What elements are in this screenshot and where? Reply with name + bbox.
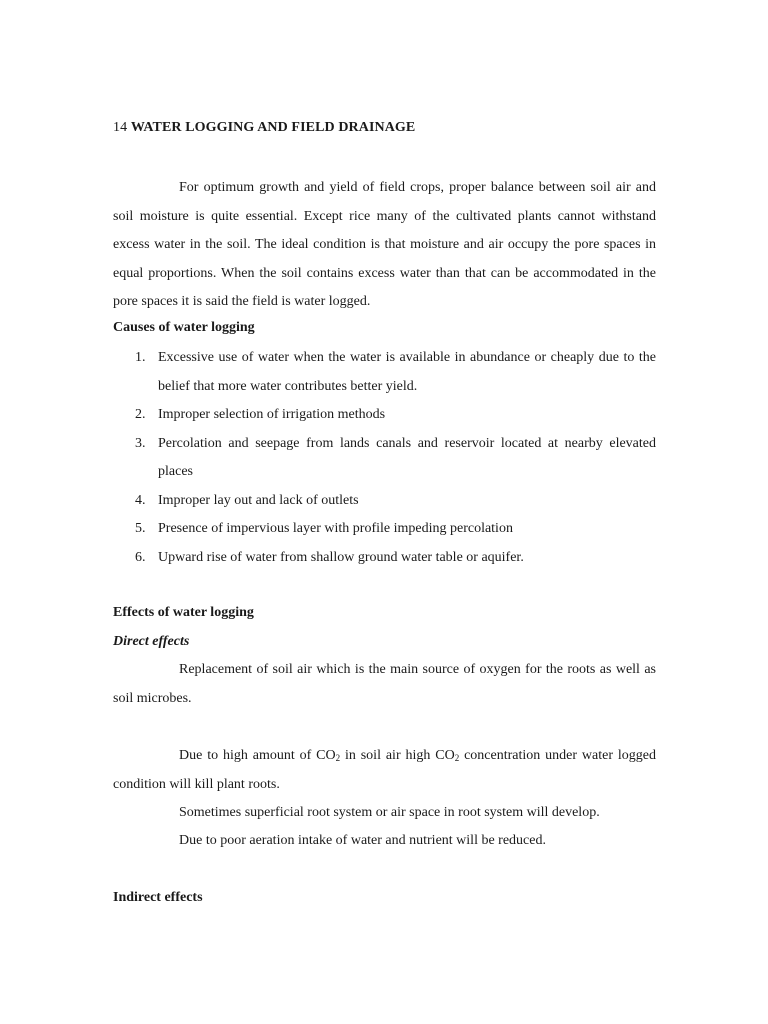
causes-heading: Causes of water logging [113, 320, 255, 335]
list-item-text: Presence of impervious layer with profile impeding percolation [158, 521, 513, 536]
direct-effects-paragraph-2 [113, 742, 656, 799]
causes-list [113, 344, 656, 572]
list-item-number: 1. [135, 350, 146, 365]
direct-effects-paragraph-1: Replacement of soil air which is the main source of oxygen for the roots as well as soil microbes. [113, 662, 656, 706]
list-item [113, 544, 656, 573]
co2-subscript-2: 2 [454, 753, 460, 763]
list-item [113, 487, 656, 516]
list-item-number: 2. [135, 407, 146, 422]
co2-text-c: concentration under water logged condition will kill plant roots. [113, 748, 656, 792]
title-text: WATER LOGGING AND FIELD DRAINAGE [130, 120, 416, 135]
list-item [113, 430, 656, 487]
direct-effects-line-3: Sometimes superficial root system or air space in root system will develop. [179, 805, 600, 820]
list-item-text: Improper selection of irrigation methods [158, 407, 386, 422]
co2-text-a: Due to high amount of CO [179, 748, 336, 763]
list-item-text: Percolation and seepage from lands canals and reservoir located at nearby elevated places [158, 435, 656, 479]
intro-paragraph: For optimum growth and yield of field crops, proper balance between soil air and soil moisture is quite essential. Except rice many of the cultivated plants cannot withstand excess water in the soil. The ideal condition is that moisture and air occupy the pore spaces in equal proportions. When the soil contains excess water than that can be accommodated in the pore spaces it is said the field is water logged. [113, 180, 656, 309]
direct-effects-line-4: Due to poor aeration intake of water and nutrient will be reduced. [179, 833, 546, 848]
direct-effects-heading: Direct effects [113, 634, 190, 649]
list-item-number: 3. [135, 435, 146, 451]
list-item-number: 6. [135, 549, 146, 565]
title-number: 14 [113, 120, 128, 135]
list-item [113, 344, 656, 401]
list-item-number: 5. [135, 521, 146, 536]
co2-text-b: in soil air high CO [340, 748, 455, 763]
page-title [113, 120, 415, 136]
list-item [113, 401, 656, 430]
list-item-text: Improper lay out and lack of outlets [158, 492, 359, 508]
list-item-text: Upward rise of water from shallow ground water table or aquifer. [158, 549, 524, 565]
list-item-number: 4. [135, 492, 146, 508]
indirect-effects-heading: Indirect effects [113, 890, 203, 905]
co2-subscript-1: 2 [335, 753, 341, 763]
effects-heading: Effects of water logging [113, 605, 254, 620]
list-item [113, 515, 656, 544]
document-page [113, 0, 656, 1024]
list-item-text: Excessive use of water when the water is available in abundance or cheaply due to the belief that more water contributes better yield. [158, 350, 656, 394]
